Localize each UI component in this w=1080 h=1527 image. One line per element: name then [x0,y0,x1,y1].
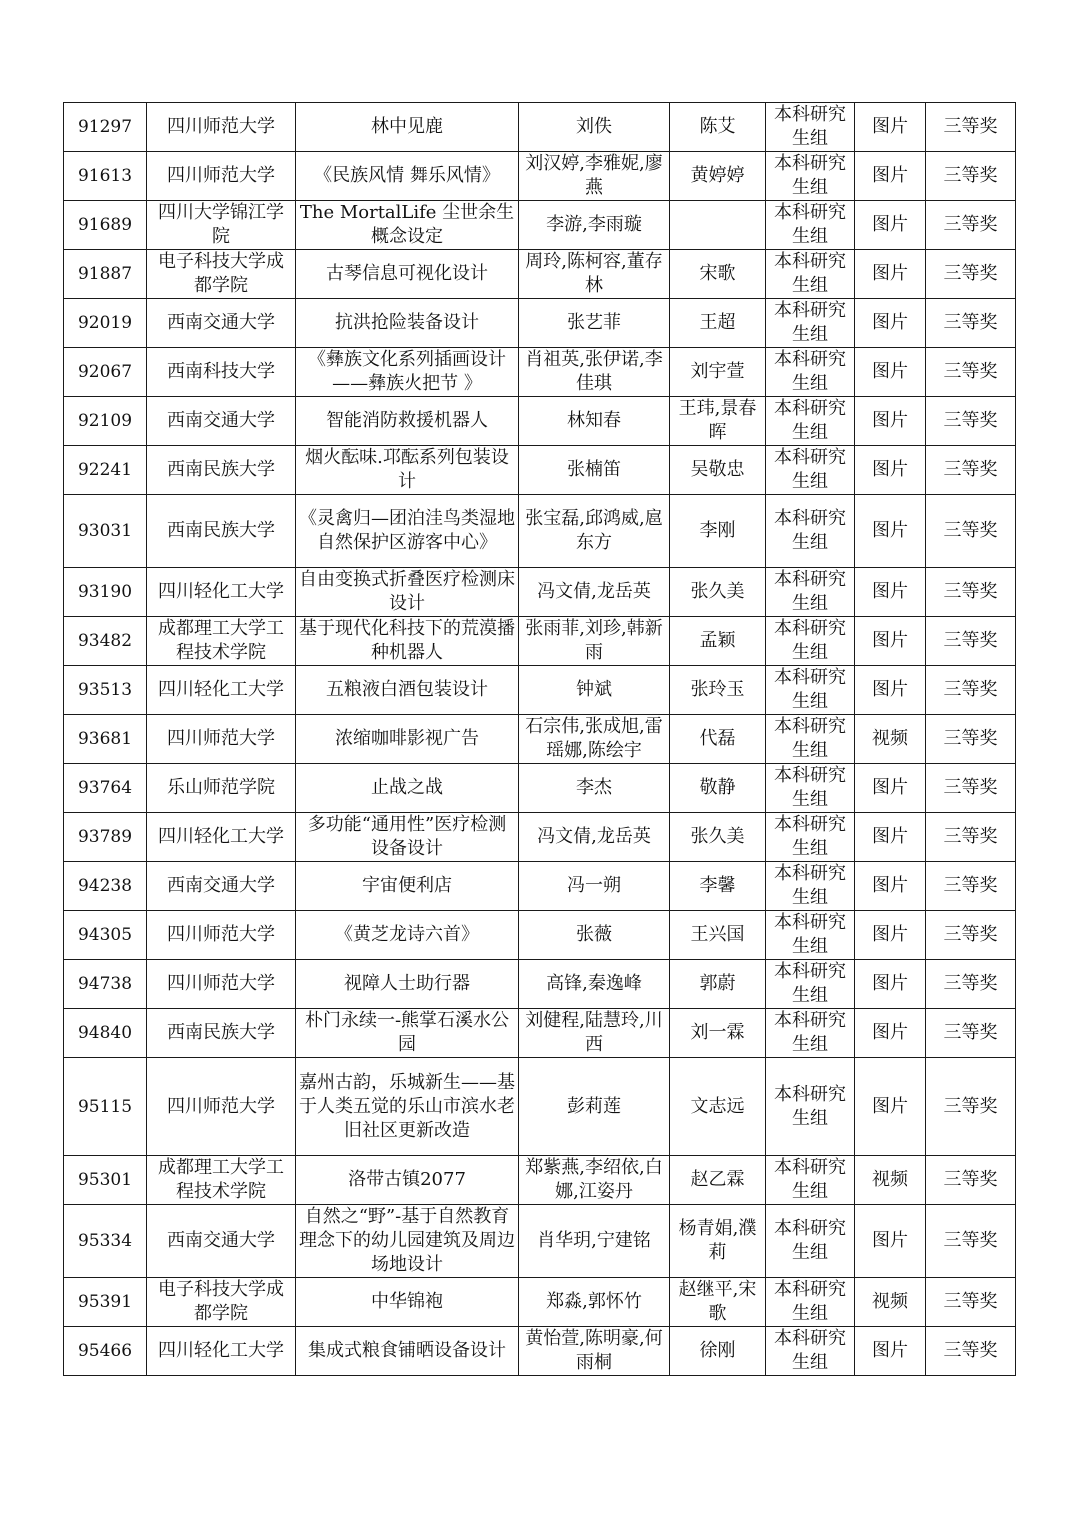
work-title-cell: 止战之战 [296,764,519,813]
award-cell: 三等奖 [926,1156,1016,1205]
table-row [64,960,1016,1009]
authors-cell: 冯文倩,龙岳英 [519,813,670,862]
school-cell: 乐山师范学院 [147,764,296,813]
entry-id-cell: 94840 [64,1009,147,1058]
school-cell: 西南交通大学 [147,299,296,348]
work-title-cell: 基于现代化科技下的荒漠播种机器人 [296,617,519,666]
school-cell: 四川轻化工大学 [147,1327,296,1376]
work-type-cell: 图片 [855,813,926,862]
authors-cell: 彭莉莲 [519,1058,670,1156]
authors-cell: 张楠笛 [519,446,670,495]
group-cell: 本科研究生组 [766,152,855,201]
authors-cell: 冯文倩,龙岳英 [519,568,670,617]
work-title-cell: 嘉州古韵，乐城新生——基于人类五觉的乐山市滨水老旧社区更新改造 [296,1058,519,1156]
entry-id-cell: 95334 [64,1205,147,1278]
school-cell: 西南交通大学 [147,397,296,446]
entry-id-cell: 93681 [64,715,147,764]
advisor-cell: 杨青娟,濮莉 [670,1205,766,1278]
group-cell: 本科研究生组 [766,348,855,397]
work-type-cell: 图片 [855,960,926,1009]
work-type-cell: 图片 [855,201,926,250]
table-row [64,568,1016,617]
table-row [64,152,1016,201]
authors-cell: 张薇 [519,911,670,960]
advisor-cell: 徐刚 [670,1327,766,1376]
table-row [64,862,1016,911]
entry-id-cell: 92019 [64,299,147,348]
table-row [64,250,1016,299]
work-type-cell: 图片 [855,1327,926,1376]
work-title-cell: 洛带古镇2077 [296,1156,519,1205]
table-row [64,666,1016,715]
work-title-cell: 自然之“野”-基于自然教育理念下的幼儿园建筑及周边场地设计 [296,1205,519,1278]
advisor-cell: 刘一霖 [670,1009,766,1058]
advisor-cell: 吴敬忠 [670,446,766,495]
school-cell: 四川师范大学 [147,152,296,201]
award-cell: 三等奖 [926,250,1016,299]
work-type-cell: 图片 [855,1058,926,1156]
school-cell: 西南交通大学 [147,862,296,911]
advisor-cell: 黄婷婷 [670,152,766,201]
entry-id-cell: 95466 [64,1327,147,1376]
award-cell: 三等奖 [926,666,1016,715]
group-cell: 本科研究生组 [766,666,855,715]
group-cell: 本科研究生组 [766,862,855,911]
school-cell: 西南民族大学 [147,446,296,495]
work-type-cell: 图片 [855,911,926,960]
authors-cell: 林知春 [519,397,670,446]
authors-cell: 郑紫燕,李绍依,白娜,江姿丹 [519,1156,670,1205]
school-cell: 成都理工大学工程技术学院 [147,1156,296,1205]
school-cell: 电子科技大学成都学院 [147,250,296,299]
group-cell: 本科研究生组 [766,446,855,495]
table-row [64,495,1016,568]
work-type-cell: 视频 [855,1278,926,1327]
table-row [64,715,1016,764]
authors-cell: 肖祖英,张伊诺,李佳琪 [519,348,670,397]
school-cell: 四川师范大学 [147,960,296,1009]
entry-id-cell: 94238 [64,862,147,911]
table-row [64,1205,1016,1278]
group-cell: 本科研究生组 [766,764,855,813]
advisor-cell: 宋歌 [670,250,766,299]
table-row [64,911,1016,960]
work-title-cell: 多功能“通用性”医疗检测设备设计 [296,813,519,862]
entry-id-cell: 95301 [64,1156,147,1205]
work-type-cell: 视频 [855,715,926,764]
work-type-cell: 图片 [855,764,926,813]
group-cell: 本科研究生组 [766,1009,855,1058]
table-row [64,1278,1016,1327]
group-cell: 本科研究生组 [766,201,855,250]
advisor-cell: 李刚 [670,495,766,568]
school-cell: 四川师范大学 [147,1058,296,1156]
table-row [64,348,1016,397]
work-title-cell: The MortalLife 尘世余生概念设定 [296,201,519,250]
table-row [64,1009,1016,1058]
advisor-cell: 张玲玉 [670,666,766,715]
entry-id-cell: 95115 [64,1058,147,1156]
award-cell: 三等奖 [926,960,1016,1009]
school-cell: 电子科技大学成都学院 [147,1278,296,1327]
award-cell: 三等奖 [926,568,1016,617]
advisor-cell: 王玮,景春晖 [670,397,766,446]
authors-cell: 李杰 [519,764,670,813]
advisor-cell: 王超 [670,299,766,348]
work-title-cell: 智能消防救援机器人 [296,397,519,446]
table-row [64,617,1016,666]
award-cell: 三等奖 [926,103,1016,152]
award-cell: 三等奖 [926,348,1016,397]
award-cell: 三等奖 [926,299,1016,348]
authors-cell: 周玲,陈柯容,董存林 [519,250,670,299]
authors-cell: 刘佚 [519,103,670,152]
authors-cell: 张宝磊,邱鸿威,扈东方 [519,495,670,568]
school-cell: 四川轻化工大学 [147,813,296,862]
table-row [64,764,1016,813]
award-cell: 三等奖 [926,1009,1016,1058]
entry-id-cell: 91689 [64,201,147,250]
school-cell: 西南民族大学 [147,495,296,568]
entry-id-cell: 91297 [64,103,147,152]
entry-id-cell: 93031 [64,495,147,568]
advisor-cell: 赵继平,宋歌 [670,1278,766,1327]
school-cell: 成都理工大学工程技术学院 [147,617,296,666]
entry-id-cell: 92067 [64,348,147,397]
advisor-cell: 陈艾 [670,103,766,152]
authors-cell: 刘健程,陆慧玲,川西 [519,1009,670,1058]
work-type-cell: 图片 [855,397,926,446]
award-cell: 三等奖 [926,764,1016,813]
work-title-cell: 朴门永续一-熊掌石溪水公园 [296,1009,519,1058]
authors-cell: 肖华玥,宁建铭 [519,1205,670,1278]
entry-id-cell: 92241 [64,446,147,495]
entry-id-cell: 93764 [64,764,147,813]
table-row [64,397,1016,446]
work-title-cell: 古琴信息可视化设计 [296,250,519,299]
authors-cell: 石宗伟,张成旭,雷瑶娜,陈绘宇 [519,715,670,764]
award-cell: 三等奖 [926,1058,1016,1156]
award-cell: 三等奖 [926,1327,1016,1376]
work-type-cell: 图片 [855,495,926,568]
advisor-cell: 敬静 [670,764,766,813]
work-type-cell: 视频 [855,1156,926,1205]
work-type-cell: 图片 [855,348,926,397]
group-cell: 本科研究生组 [766,715,855,764]
entry-id-cell: 93482 [64,617,147,666]
award-cell: 三等奖 [926,446,1016,495]
advisor-cell: 刘宇萱 [670,348,766,397]
work-title-cell: 《彝族文化系列插画设计——彝族火把节 》 [296,348,519,397]
table-row [64,201,1016,250]
award-cell: 三等奖 [926,1205,1016,1278]
group-cell: 本科研究生组 [766,1327,855,1376]
authors-cell: 张艺菲 [519,299,670,348]
award-cell: 三等奖 [926,617,1016,666]
work-type-cell: 图片 [855,568,926,617]
school-cell: 四川大学锦江学院 [147,201,296,250]
group-cell: 本科研究生组 [766,911,855,960]
work-title-cell: 集成式粮食铺晒设备设计 [296,1327,519,1376]
work-type-cell: 图片 [855,446,926,495]
authors-cell: 钟斌 [519,666,670,715]
work-title-cell: 浓缩咖啡影视广告 [296,715,519,764]
group-cell: 本科研究生组 [766,813,855,862]
group-cell: 本科研究生组 [766,568,855,617]
authors-cell: 张雨菲,刘珍,韩新雨 [519,617,670,666]
authors-cell: 刘汉婷,李雅妮,廖燕 [519,152,670,201]
entry-id-cell: 91887 [64,250,147,299]
entry-id-cell: 94738 [64,960,147,1009]
entry-id-cell: 95391 [64,1278,147,1327]
work-title-cell: 视障人士助行器 [296,960,519,1009]
work-type-cell: 图片 [855,617,926,666]
award-table [63,102,1016,1376]
work-type-cell: 图片 [855,1009,926,1058]
award-cell: 三等奖 [926,201,1016,250]
school-cell: 四川轻化工大学 [147,568,296,617]
entry-id-cell: 93190 [64,568,147,617]
work-title-cell: 林中见鹿 [296,103,519,152]
award-table-body [64,103,1016,1376]
work-title-cell: 自由变换式折叠医疗检测床设计 [296,568,519,617]
work-title-cell: 《民族风情 舞乐风情》 [296,152,519,201]
work-title-cell: 五粮液白酒包装设计 [296,666,519,715]
work-type-cell: 图片 [855,299,926,348]
table-row [64,446,1016,495]
work-type-cell: 图片 [855,1205,926,1278]
award-cell: 三等奖 [926,397,1016,446]
authors-cell: 黄怡萱,陈明豪,何雨桐 [519,1327,670,1376]
work-title-cell: 《灵禽归—团泊洼鸟类湿地自然保护区游客中心》 [296,495,519,568]
table-row [64,1058,1016,1156]
school-cell: 西南交通大学 [147,1205,296,1278]
group-cell: 本科研究生组 [766,960,855,1009]
entry-id-cell: 93789 [64,813,147,862]
work-title-cell: 宇宙便利店 [296,862,519,911]
advisor-cell: 代磊 [670,715,766,764]
table-row [64,1156,1016,1205]
group-cell: 本科研究生组 [766,1205,855,1278]
award-cell: 三等奖 [926,911,1016,960]
advisor-cell: 郭蔚 [670,960,766,1009]
group-cell: 本科研究生组 [766,103,855,152]
advisor-cell: 孟颖 [670,617,766,666]
award-cell: 三等奖 [926,715,1016,764]
award-cell: 三等奖 [926,1278,1016,1327]
award-cell: 三等奖 [926,495,1016,568]
school-cell: 西南科技大学 [147,348,296,397]
school-cell: 四川师范大学 [147,715,296,764]
advisor-cell [670,201,766,250]
authors-cell: 高锋,秦逸峰 [519,960,670,1009]
work-type-cell: 图片 [855,666,926,715]
advisor-cell: 赵乙霖 [670,1156,766,1205]
work-type-cell: 图片 [855,103,926,152]
award-cell: 三等奖 [926,813,1016,862]
work-title-cell: 《黄芝龙诗六首》 [296,911,519,960]
authors-cell: 郑淼,郭怀竹 [519,1278,670,1327]
work-title-cell: 中华锦袍 [296,1278,519,1327]
advisor-cell: 文志远 [670,1058,766,1156]
work-title-cell: 抗洪抢险装备设计 [296,299,519,348]
work-type-cell: 图片 [855,862,926,911]
table-row [64,103,1016,152]
group-cell: 本科研究生组 [766,1156,855,1205]
table-row [64,1327,1016,1376]
entry-id-cell: 91613 [64,152,147,201]
advisor-cell: 王兴国 [670,911,766,960]
award-cell: 三等奖 [926,152,1016,201]
entry-id-cell: 94305 [64,911,147,960]
authors-cell: 冯一朔 [519,862,670,911]
entry-id-cell: 92109 [64,397,147,446]
advisor-cell: 张久美 [670,568,766,617]
group-cell: 本科研究生组 [766,299,855,348]
award-cell: 三等奖 [926,862,1016,911]
entry-id-cell: 93513 [64,666,147,715]
group-cell: 本科研究生组 [766,495,855,568]
work-type-cell: 图片 [855,250,926,299]
work-title-cell: 烟火酝味.邛酝系列包装设计 [296,446,519,495]
school-cell: 四川师范大学 [147,911,296,960]
school-cell: 西南民族大学 [147,1009,296,1058]
work-type-cell: 图片 [855,152,926,201]
table-row [64,299,1016,348]
group-cell: 本科研究生组 [766,1058,855,1156]
advisor-cell: 李馨 [670,862,766,911]
advisor-cell: 张久美 [670,813,766,862]
school-cell: 四川师范大学 [147,103,296,152]
group-cell: 本科研究生组 [766,617,855,666]
group-cell: 本科研究生组 [766,397,855,446]
group-cell: 本科研究生组 [766,1278,855,1327]
school-cell: 四川轻化工大学 [147,666,296,715]
authors-cell: 李游,李雨璇 [519,201,670,250]
table-row [64,813,1016,862]
group-cell: 本科研究生组 [766,250,855,299]
